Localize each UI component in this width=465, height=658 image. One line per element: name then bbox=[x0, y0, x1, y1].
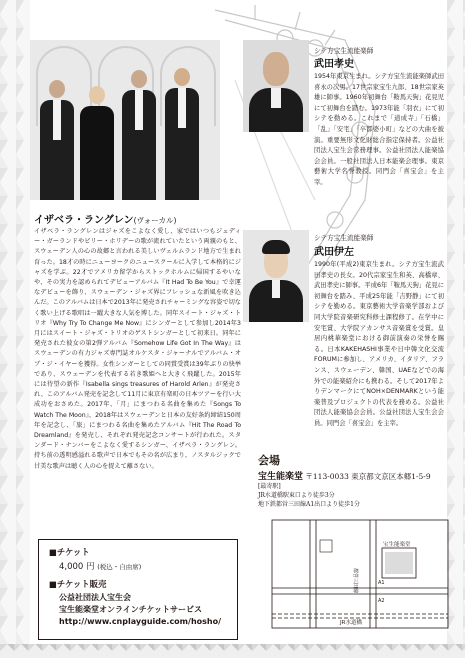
master1-portrait bbox=[243, 40, 309, 132]
venue-map bbox=[270, 518, 450, 630]
ticket-heading: ■チケット bbox=[49, 547, 90, 557]
master2-bio: 1990年(平成2)東京生まれ。シテ方宝生流武田孝史の長女。20代宗家宝生和英、高橋章、武田孝史に師事。平成6年「鞍馬天狗」花見に初舞台を踏み、平成25年能「吉野静」にて初シテを勤める。東京藝術大学音楽学部および同大学院音楽研究科修士課程修了。在学中に安宅賞、大学院アカンサス音楽賞を受賞。皇居内桃華楽堂における御前演奏の栄誉を賜る。日本KAKEHASHI事業や日中韓文化交流FORUMに参加し、アメリカ、イタリア、フランス、スウェーデン、韓国、UAEなどでの海外での能楽紹介にも携わる。そして2017年よりデンマークにてNOH×DENMARKという能楽普及プロジェクトの代表を務める。公益社団法人能楽協会会員。公益社団法人宝生会会員。同門会「喜宝会」を主宰。 bbox=[314, 261, 444, 427]
triangle-pattern-left bbox=[0, 0, 30, 658]
master2-name: 武田伊左 bbox=[314, 247, 354, 258]
master1-bio: 1954年東京生まれ。シテ方宝生流能楽師武田喜永の次男。17世宗家宝生九郎、18世宗家英雄に師事。1960年初舞台「鞍馬天狗」花見児にて初舞台を踏む。1973年能「羽衣」にて初シテを勤める。これまで「道成寺」「石橋」「乱」「安宅」「卒都婆小町」などの大曲を披演。重要無形文化財総合指定保持者。公益社団法人宝生会常務理事。公益社団法人能楽協会会員。一般社団法人日本能楽会理事。東京藝術大学名誉教授。同門会「喜宝会」を主宰。 bbox=[314, 73, 444, 186]
map-exit-a1: A1 bbox=[378, 580, 385, 586]
station-2: 地下鉄都営三田線A1出口より徒歩1分 bbox=[258, 501, 360, 508]
master1-name: 武田孝史 bbox=[314, 59, 354, 70]
ticket-box bbox=[38, 539, 238, 640]
map-venue-label: 宝生能楽堂 bbox=[383, 542, 411, 548]
master2-label: シテ方宝生流能楽師 bbox=[314, 234, 374, 242]
ticket-sales-heading: ■チケット販売 bbox=[49, 579, 107, 589]
singer-bio: イザベラ・ラングレンはジャズをこよなく愛し、家ではいつもジュディー・ガーランドやビリー・ホリデーの歌が流れていたという両親のもと、スウェーデン人の心の故郷と言われる美しいヴェルムランド地方で生まれ育った。18才の時にニューヨークのニュースクールに入学して本格的にジャズを学ぶ。22才でアメリカ留学からストックホルムに帰国するやいなや、その実力を認められてデビューアルバム『It Had To Be You』で幸運なデビューを飾り、スウェーデン・ジャズ界にフレッシュな新風を吹き込んだ。このアルバムは日本で2013年に発売されチャーミングな容姿で切なく歌い上げる歌唱は一躍大きな人気を博した。同年スイート・ジャズ・トリオ『Why Try To Change Me Now』にシンガーとして参加し2014年3月にはスイート・ジャズ・トリオのゲストシンガーとして初来日。同年に発売された彼女の第2弾アルバム『Somehow Life Got In The Way』はスウェーデンの有力ジャズ専門誌オルケスタ・ジャーナルでアルバム・オブ・ジ・イヤーを獲得。女性シンガーとしての同賞受賞は39年ぶりの快挙であり、スウェーデンを代表する若き歌姫へと大きく飛躍した。2015年には待望の新作『Isabella sings treasures of Harold Arlen』が発売され、このアルバム発売を記念して11月に東京有楽町の日本ツアーを行い大成功をおさめた。2017年、「月」にまつわる名曲を集めた『Songs To Watch The Moon』、2018年はスウェーデンと日本の友好条約締結150周年を記念し、「旅」にまつわる名曲を集めたアルバム『Hit The Road To Dreamland』を発売し、それぞれ発売記念コンサートが行われた。スタンダード・ナンバーをこよなく愛するシンガー、イザベラ・ラングレン。持ち前の透明感溢れる歌声で日本でもその名が広まり、ノスタルジックで甘美な歌声は聴く人の心を捉えて離さない。 bbox=[34, 228, 241, 470]
singer-name: イザベラ・ラングレン(ヴォーカル) bbox=[34, 215, 177, 226]
master2-portrait bbox=[243, 230, 309, 322]
map-station-label: JR水道橋 bbox=[340, 620, 362, 626]
nearest-station-label: [最寄駅] bbox=[258, 483, 281, 490]
venue-info bbox=[258, 452, 443, 509]
map-exit-a2: A2 bbox=[378, 598, 385, 604]
venue-heading: 会場 bbox=[258, 454, 280, 467]
map-mita-label: 都営三田線 bbox=[352, 568, 358, 594]
ticket-url-link[interactable]: http://www.cnplayguide.com/hosho/ bbox=[59, 617, 222, 626]
master1-label: シテ方宝生流能楽師 bbox=[314, 47, 374, 55]
band-photo bbox=[30, 40, 220, 200]
ticket-sales-online: 宝生能楽堂オンラインチケットサービス bbox=[59, 605, 203, 614]
triangle-pattern-bottom bbox=[0, 644, 465, 658]
ticket-sales-org: 公益社団法人宝生会 bbox=[59, 593, 131, 602]
ticket-price: 4,000 円 (税込・自由席) bbox=[59, 562, 142, 572]
venue-name-line: 宝生能楽堂 〒113-0033 東京都文京区本郷1-5-9 bbox=[258, 472, 431, 482]
station-1: JR水道橋駅東口より徒歩3分 bbox=[258, 492, 335, 499]
